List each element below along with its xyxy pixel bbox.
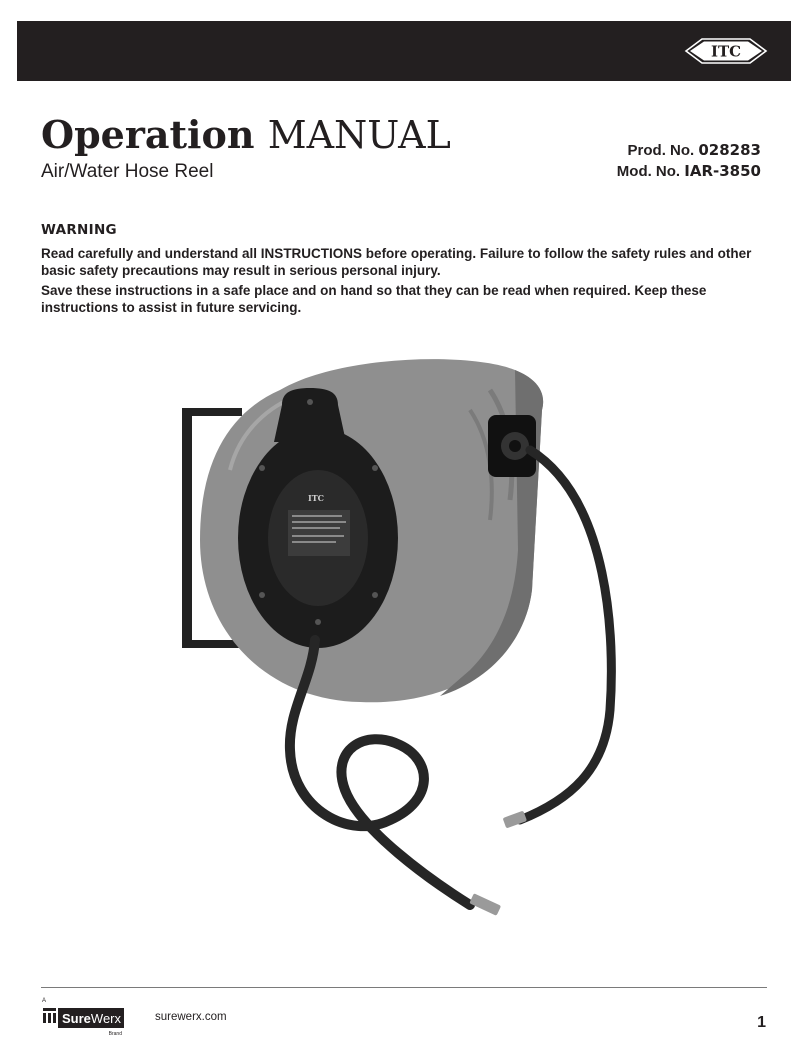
prod-number-value: 028283 xyxy=(698,141,761,159)
itc-logo-text: ITC xyxy=(710,42,742,61)
footer-url[interactable]: surewerx.com xyxy=(155,1011,227,1023)
title-manual: MANUAL xyxy=(267,113,451,157)
mod-number-label: Mod. No. xyxy=(616,163,681,180)
hose-fittings xyxy=(469,811,527,916)
prod-number-line xyxy=(617,140,761,161)
product-info xyxy=(617,140,761,182)
page-title xyxy=(41,112,451,158)
warning-paragraph-1: Read carefully and understand all INSTRUCTIONS before operating. Failure to follow the safety rules and other basic safety precautions may result in serious personal injury. xyxy=(41,246,752,278)
mod-number-line xyxy=(617,161,761,182)
brand-suffix: Brand xyxy=(108,1031,122,1036)
svg-text:SureWerx xyxy=(62,1011,122,1026)
brand-prefix: A xyxy=(42,998,47,1004)
mod-number-value: IAR-3850 xyxy=(684,162,761,180)
brand-name-bold: Sure xyxy=(62,1011,91,1026)
hose-reel-image xyxy=(170,350,640,940)
product-subtitle: Air/Water Hose Reel xyxy=(41,161,214,182)
itc-logo xyxy=(684,37,768,65)
header-bar xyxy=(17,21,791,81)
warning-heading: WARNING xyxy=(41,222,117,238)
surewerx-logo xyxy=(40,994,140,1036)
footer-divider xyxy=(41,987,767,988)
warning-paragraph-2: Save these instructions in a safe place and on hand so that they can be read when required. Keep these instructions to assist in future servicing. xyxy=(41,283,707,315)
page-number: 1 xyxy=(757,1014,766,1031)
brand-name-light: Werx xyxy=(90,1011,122,1026)
title-operation: Operation xyxy=(41,112,255,157)
face-logo-text: ITC xyxy=(307,493,325,503)
prod-number-label: Prod. No. xyxy=(627,142,695,159)
